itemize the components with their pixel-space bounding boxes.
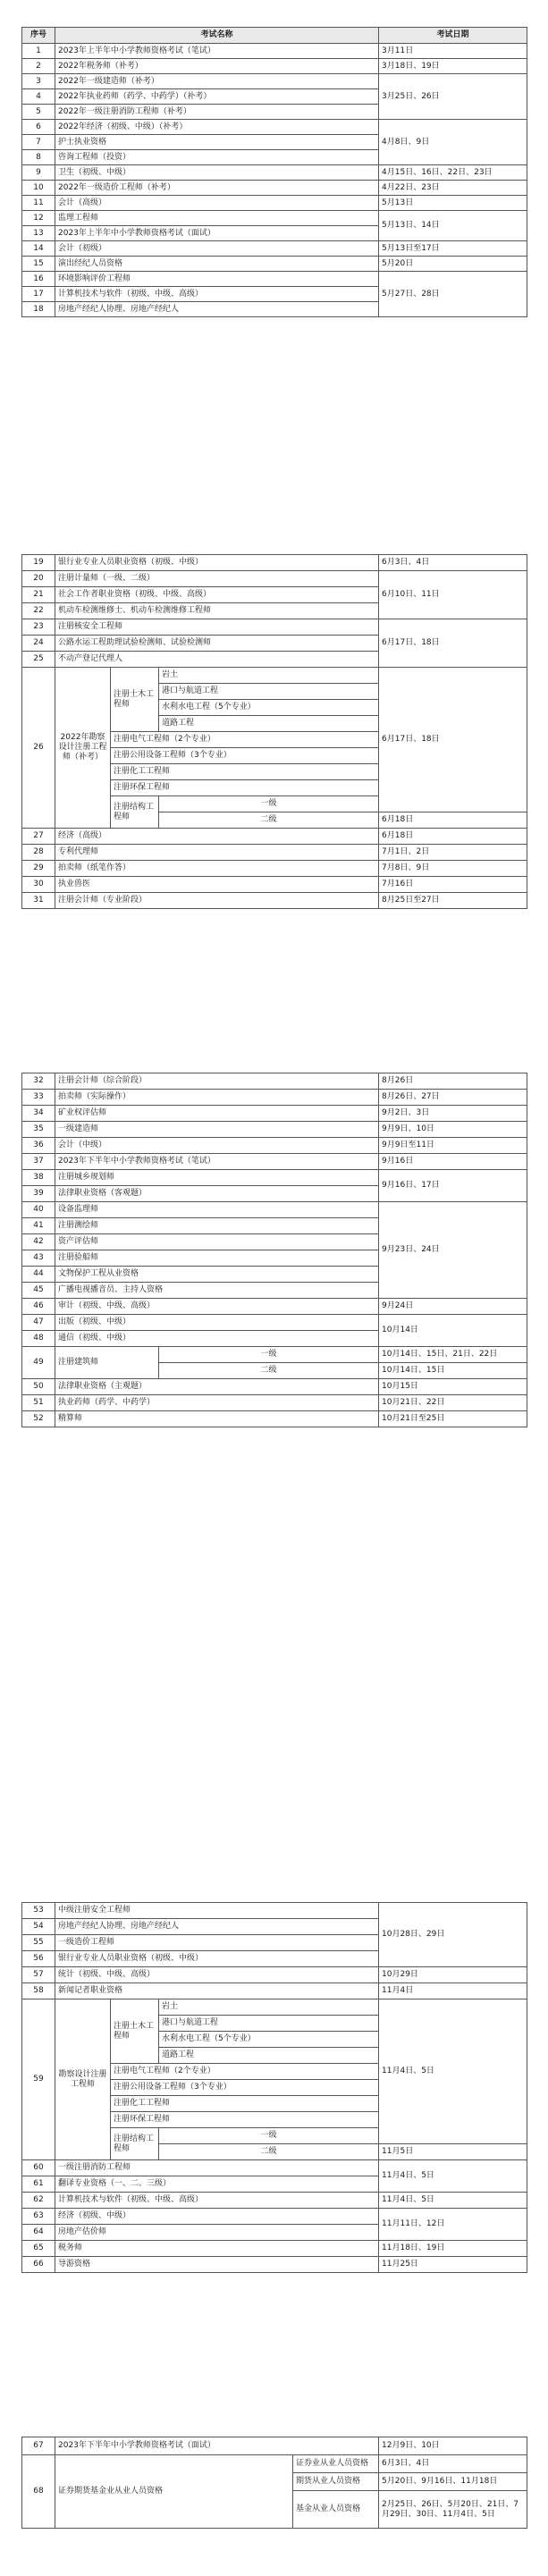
row-number: 20 [22, 571, 55, 587]
table-row [22, 2257, 527, 2273]
row-number: 16 [22, 272, 55, 287]
sub-item: 水利水电工程（5个专业） [159, 700, 379, 716]
row-number: 43 [22, 1250, 55, 1267]
table-row [22, 555, 527, 571]
row-number: 62 [22, 2193, 55, 2209]
exam-name: 一级造价工程师 [55, 1935, 379, 1951]
sub-item: 道路工程 [159, 716, 379, 732]
exam-name: 2022年一级注册消防工程师（补考） [55, 105, 379, 120]
row-number: 56 [22, 1951, 55, 1967]
exam-name: 经济（高级） [55, 829, 379, 845]
exam-date: 10月14日 [379, 1315, 527, 1347]
table-row [22, 2193, 527, 2209]
exam-date: 6月18日 [379, 829, 527, 845]
row-number: 8 [22, 150, 55, 165]
row-number: 66 [22, 2257, 55, 2273]
row-number: 33 [22, 1090, 55, 1106]
exam-name: 银行业专业人员职业资格（初级、中级） [55, 555, 379, 571]
exam-name: 广播电视播音员、主持人资格 [55, 1283, 379, 1299]
exam-name: 计算机技术与软件（初级、中级、高级） [55, 287, 379, 302]
exam-name: 银行业专业人员职业资格（初级、中级） [55, 1951, 379, 1967]
row-number: 35 [22, 1122, 55, 1138]
sub-row [22, 668, 527, 684]
exam-name: 房地产经纪人协理、房地产经纪人 [55, 302, 379, 317]
exam-name: 文物保护工程从业资格 [55, 1267, 379, 1283]
sub-category: 注册结构工程师 [111, 2128, 159, 2160]
exam-name: 2022年执业药师（药学、中药学）（补考） [55, 89, 379, 105]
exam-date: 11月4日、5日 [379, 2193, 527, 2209]
table-row [22, 877, 527, 893]
table-row [22, 59, 527, 74]
row-number: 15 [22, 257, 55, 272]
exam-date: 5月13日 [379, 196, 527, 211]
exam-name: 法律职业资格（客观题） [55, 1186, 379, 1202]
exam-date: 9月9日至11日 [379, 1138, 527, 1154]
exam-date: 4月8日、9日 [379, 120, 527, 165]
table-row [22, 1122, 527, 1138]
exam-name: 注册测绘师 [55, 1218, 379, 1234]
row-number: 23 [22, 619, 55, 636]
row-number: 65 [22, 2241, 55, 2257]
exam-date: 6月10日、11日 [379, 571, 527, 619]
exam-date: 5月20日、9月16日、11月18日 [379, 2473, 527, 2491]
sub-item: 道路工程 [159, 2048, 379, 2064]
exam-name: 翻译专业资格（一、二、三级） [55, 2176, 379, 2193]
row-number: 57 [22, 1967, 55, 1983]
table-row [22, 1154, 527, 1170]
row-number: 50 [22, 1379, 55, 1395]
exam-name: 一级注册消防工程师 [55, 2160, 379, 2176]
exam-date: 10月21日、22日 [379, 1395, 527, 1411]
exam-name: 专利代理师 [55, 845, 379, 861]
exam-date: 9月9日、10日 [379, 1122, 527, 1138]
table-body [22, 28, 527, 317]
exam-date: 9月24日 [379, 1299, 527, 1315]
exam-name: 统计（初级、中级、高级） [55, 1967, 379, 1983]
sub-item: 岩土 [159, 668, 379, 684]
row-number: 48 [22, 1331, 55, 1347]
sub-item: 港口与航道工程 [159, 2016, 379, 2032]
exam-name: 演出经纪人员资格 [55, 257, 379, 272]
row-number: 53 [22, 1903, 55, 1919]
exam-name: 房地产估价师 [55, 2225, 379, 2241]
exam-date: 8月25日至27日 [379, 893, 527, 909]
row-number: 38 [22, 1170, 55, 1186]
row-number: 45 [22, 1283, 55, 1299]
exam-name: 执业兽医 [55, 877, 379, 893]
exam-name: 新闻记者职业资格 [55, 1983, 379, 1999]
sub-item: 二级 [159, 1363, 379, 1379]
exam-name: 环境影响评价工程师 [55, 272, 379, 287]
row-number: 14 [22, 241, 55, 257]
exam-date: 9月23日、24日 [379, 1202, 527, 1299]
row-number: 63 [22, 2209, 55, 2225]
row-number: 27 [22, 829, 55, 845]
row-number: 58 [22, 1983, 55, 1999]
row-number: 42 [22, 1234, 55, 1250]
sub-category: 注册结构工程师 [111, 796, 159, 829]
exam-date: 8月26日 [379, 1073, 527, 1090]
exam-name: 矿业权评估师 [55, 1106, 379, 1122]
sub-item: 岩土 [159, 1999, 379, 2016]
exam-date: 3月25日、26日 [379, 74, 527, 120]
table-row [22, 1903, 527, 1919]
row-number: 26 [22, 668, 55, 829]
table-row [22, 74, 527, 89]
exam-name: 拍卖师（纸笔作答） [55, 861, 379, 877]
row-number: 32 [22, 1073, 55, 1090]
table-row [22, 1347, 527, 1363]
row-number: 22 [22, 603, 55, 619]
row-number: 25 [22, 652, 55, 668]
row-number: 18 [22, 302, 55, 317]
exam-date: 10月14日、15日、21日、22日 [379, 1347, 527, 1363]
table-row [22, 1379, 527, 1395]
exam-date: 2月25日、26日、5月20日、21日、7月29日、30日、11月4日、5日 [379, 2491, 527, 2529]
table-body [22, 555, 527, 909]
exam-name: 资产评估师 [55, 1234, 379, 1250]
row-number: 46 [22, 1299, 55, 1315]
exam-name: 设备监理师 [55, 1202, 379, 1218]
exam-date: 6月17日、18日 [379, 668, 527, 812]
exam-name: 监理工程师 [55, 211, 379, 226]
exam-name: 中级注册安全工程师 [55, 1903, 379, 1919]
exam-table-1 [21, 27, 527, 317]
row-number: 3 [22, 74, 55, 89]
header-row [22, 28, 527, 44]
sub-category: 注册土木工程师 [111, 668, 159, 732]
exam-name: 审计（初级、中级、高级） [55, 1299, 379, 1315]
table-row [22, 272, 527, 287]
sub-category: 注册化工工程师 [111, 764, 379, 780]
exam-name: 2023年上半年中小学教师资格考试（笔试） [55, 44, 379, 59]
sub-category: 基金从业人员资格 [293, 2491, 379, 2529]
exam-table-4 [21, 1902, 527, 2273]
exam-name: 护士执业资格 [55, 135, 379, 150]
table-row [22, 1983, 527, 1999]
table-row [22, 1299, 527, 1315]
table-row [22, 211, 527, 226]
exam-name: 房地产经纪人协理、房地产经纪人 [55, 1919, 379, 1935]
row-number: 40 [22, 1202, 55, 1218]
exam-name: 精算师 [55, 1411, 379, 1427]
table-row [22, 257, 527, 272]
row-number: 10 [22, 181, 55, 196]
table-row [22, 619, 527, 636]
row-number: 41 [22, 1218, 55, 1234]
row-number: 4 [22, 89, 55, 105]
exam-name: 注册建筑师 [55, 1347, 159, 1379]
sub-category: 期货从业人员资格 [293, 2473, 379, 2491]
sub-category: 注册环保工程师 [111, 2112, 379, 2128]
exam-date: 11月18日、19日 [379, 2241, 527, 2257]
exam-name: 法律职业资格（主观题） [55, 1379, 379, 1395]
table-row [22, 1138, 527, 1154]
exam-name: 2022年一级造价工程师（补考） [55, 181, 379, 196]
exam-name: 咨询工程师（投资） [55, 150, 379, 165]
exam-name: 公路水运工程助理试验检测师、试验检测师 [55, 636, 379, 652]
exam-table-3 [21, 1073, 527, 1427]
table-row [22, 1315, 527, 1331]
exam-date: 10月28日、29日 [379, 1903, 527, 1967]
row-number: 67 [22, 2437, 55, 2455]
table-row [22, 1170, 527, 1186]
exam-date: 10月14日、15日 [379, 1363, 527, 1379]
row-number: 6 [22, 120, 55, 135]
exam-date: 9月16日 [379, 1154, 527, 1170]
row-number: 31 [22, 893, 55, 909]
table-row [22, 1073, 527, 1090]
exam-name: 一级建造师 [55, 1122, 379, 1138]
sub-category: 注册公用设备工程师（3个专业） [111, 2080, 379, 2096]
table-row [22, 44, 527, 59]
row-number: 68 [22, 2455, 55, 2529]
table-row [22, 1090, 527, 1106]
row-number: 9 [22, 165, 55, 181]
table-row [22, 2241, 527, 2257]
row-number: 30 [22, 877, 55, 893]
table-row [22, 2160, 527, 2176]
exam-date: 9月16日、17日 [379, 1170, 527, 1202]
exam-table-2 [21, 554, 527, 909]
table-row [22, 181, 527, 196]
table-row [22, 893, 527, 909]
exam-name: 2022年税务师（补考） [55, 59, 379, 74]
exam-date: 12月9日、10日 [379, 2437, 527, 2455]
sub-row [22, 1999, 527, 2016]
header-no: 序号 [22, 28, 55, 44]
sub-item: 二级 [159, 812, 379, 829]
header-name: 考试名称 [55, 28, 379, 44]
exam-date: 11月5日 [379, 2144, 527, 2160]
table-row [22, 1395, 527, 1411]
exam-group-name: 勘察设计注册工程师 [55, 1999, 111, 2160]
row-number: 12 [22, 211, 55, 226]
sub-item: 水利水电工程（5个专业） [159, 2032, 379, 2048]
sub-category: 注册化工工程师 [111, 2096, 379, 2112]
exam-date: 4月15日、16日、22日、23日 [379, 165, 527, 181]
exam-date: 6月3日、4日 [379, 2455, 527, 2473]
exam-date: 10月29日 [379, 1967, 527, 1983]
exam-date: 5月13日至17日 [379, 241, 527, 257]
sub-item: 港口与航道工程 [159, 684, 379, 700]
row-number: 13 [22, 226, 55, 241]
exam-date: 11月4日、5日 [379, 2160, 527, 2193]
exam-date: 7月8日、9日 [379, 861, 527, 877]
row-number: 5 [22, 105, 55, 120]
exam-name: 拍卖师（实际操作） [55, 1090, 379, 1106]
row-number: 2 [22, 59, 55, 74]
sub-item: 一级 [159, 796, 379, 812]
row-number: 61 [22, 2176, 55, 2193]
exam-table-5 [21, 2437, 527, 2529]
table-row [22, 1202, 527, 1218]
row-number: 54 [22, 1919, 55, 1935]
table-row [22, 196, 527, 211]
exam-name: 注册城乡规划师 [55, 1170, 379, 1186]
row-number: 55 [22, 1935, 55, 1951]
table-row [22, 1106, 527, 1122]
exam-name: 会计（高级） [55, 196, 379, 211]
exam-name: 注册会计师（综合阶段） [55, 1073, 379, 1090]
table-body [22, 1073, 527, 1427]
row-number: 29 [22, 861, 55, 877]
exam-name: 注册会计师（专业阶段） [55, 893, 379, 909]
exam-date: 5月27日、28日 [379, 272, 527, 317]
exam-date: 4月22日、23日 [379, 181, 527, 196]
exam-name: 经济（初级、中级） [55, 2209, 379, 2225]
exam-date: 9月2日、3日 [379, 1106, 527, 1122]
exam-name: 出版（初级、中级） [55, 1315, 379, 1331]
exam-name: 2022年一级建造师（补考） [55, 74, 379, 89]
row-number: 11 [22, 196, 55, 211]
row-number: 51 [22, 1395, 55, 1411]
exam-date: 6月18日 [379, 812, 527, 829]
exam-name: 社会工作者职业资格（初级、中级、高级） [55, 587, 379, 603]
exam-date: 3月11日 [379, 44, 527, 59]
table-row [22, 829, 527, 845]
exam-name: 执业药师（药学、中药学） [55, 1395, 379, 1411]
exam-name: 通信（初级、中级） [55, 1331, 379, 1347]
sub-item: 一级 [159, 2128, 379, 2144]
exam-name: 计算机技术与软件（初级、中级、高级） [55, 2193, 379, 2209]
row-number: 49 [22, 1347, 55, 1379]
exam-date: 7月16日 [379, 877, 527, 893]
exam-name: 机动车检测维修士、机动车检测维修工程师 [55, 603, 379, 619]
row-number: 37 [22, 1154, 55, 1170]
exam-name: 会计（初级） [55, 241, 379, 257]
row-number: 24 [22, 636, 55, 652]
row-number: 17 [22, 287, 55, 302]
header-date: 考试日期 [379, 28, 527, 44]
exam-name: 注册验船师 [55, 1250, 379, 1267]
table-row [22, 845, 527, 861]
row-number: 59 [22, 1999, 55, 2160]
row-number: 47 [22, 1315, 55, 1331]
exam-date: 11月25日 [379, 2257, 527, 2273]
exam-date: 10月21日至25日 [379, 1411, 527, 1427]
exam-date: 10月15日 [379, 1379, 527, 1395]
row-number: 28 [22, 845, 55, 861]
table-row [22, 1967, 527, 1983]
row-number: 34 [22, 1106, 55, 1122]
exam-date: 7月1日、2日 [379, 845, 527, 861]
sub-item: 二级 [159, 2144, 379, 2160]
sub-category: 证券业从业人员资格 [293, 2455, 379, 2473]
exam-name: 2023年下半年中小学教师资格考试（面试） [55, 2437, 379, 2455]
sub-category: 注册电气工程师（2个专业） [111, 2064, 379, 2080]
sub-category: 注册电气工程师（2个专业） [111, 732, 379, 748]
sub-category: 注册土木工程师 [111, 1999, 159, 2064]
exam-name: 不动产登记代理人 [55, 652, 379, 668]
exam-date: 11月4日 [379, 1983, 527, 1999]
exam-name: 2023年上半年中小学教师资格考试（面试） [55, 226, 379, 241]
exam-date: 5月20日 [379, 257, 527, 272]
table-row [22, 165, 527, 181]
exam-date: 5月13日、14日 [379, 211, 527, 241]
row-number: 52 [22, 1411, 55, 1427]
exam-name: 注册核安全工程师 [55, 619, 379, 636]
exam-name: 导游资格 [55, 2257, 379, 2273]
sub-item: 一级 [159, 1347, 379, 1363]
exam-date: 6月17日、18日 [379, 619, 527, 668]
row-number: 39 [22, 1186, 55, 1202]
row-number: 36 [22, 1138, 55, 1154]
row-number: 7 [22, 135, 55, 150]
row-number: 60 [22, 2160, 55, 2176]
table-body [22, 2437, 527, 2529]
exam-name: 注册计量师（一级、二级） [55, 571, 379, 587]
exam-name: 证券期货基金业从业人员资格 [55, 2455, 293, 2529]
row-number: 64 [22, 2225, 55, 2241]
exam-name: 卫生（初级、中级） [55, 165, 379, 181]
exam-date: 11月11日、12日 [379, 2209, 527, 2241]
exam-name: 2022年经济（初级、中级）（补考） [55, 120, 379, 135]
table-body [22, 1903, 527, 2273]
row-number: 21 [22, 587, 55, 603]
row-number: 1 [22, 44, 55, 59]
exam-date: 11月4日、5日 [379, 1999, 527, 2144]
row-number: 44 [22, 1267, 55, 1283]
table-row [22, 120, 527, 135]
table-row [22, 2209, 527, 2225]
table-row [22, 2437, 527, 2455]
table-row [22, 241, 527, 257]
table-row [22, 1411, 527, 1427]
sub-category: 注册环保工程师 [111, 780, 379, 796]
exam-name: 会计（中级） [55, 1138, 379, 1154]
table-row [22, 861, 527, 877]
exam-date: 3月18日、19日 [379, 59, 527, 74]
exam-name: 税务师 [55, 2241, 379, 2257]
exam-date: 6月3日、4日 [379, 555, 527, 571]
sub-category: 注册公用设备工程师（3个专业） [111, 748, 379, 764]
table-row [22, 2455, 527, 2473]
table-row [22, 571, 527, 587]
exam-name: 2023年下半年中小学教师资格考试（笔试） [55, 1154, 379, 1170]
row-number: 19 [22, 555, 55, 571]
exam-date: 8月26日、27日 [379, 1090, 527, 1106]
exam-group-name: 2022年勘察设计注册工程师（补考） [55, 668, 111, 829]
